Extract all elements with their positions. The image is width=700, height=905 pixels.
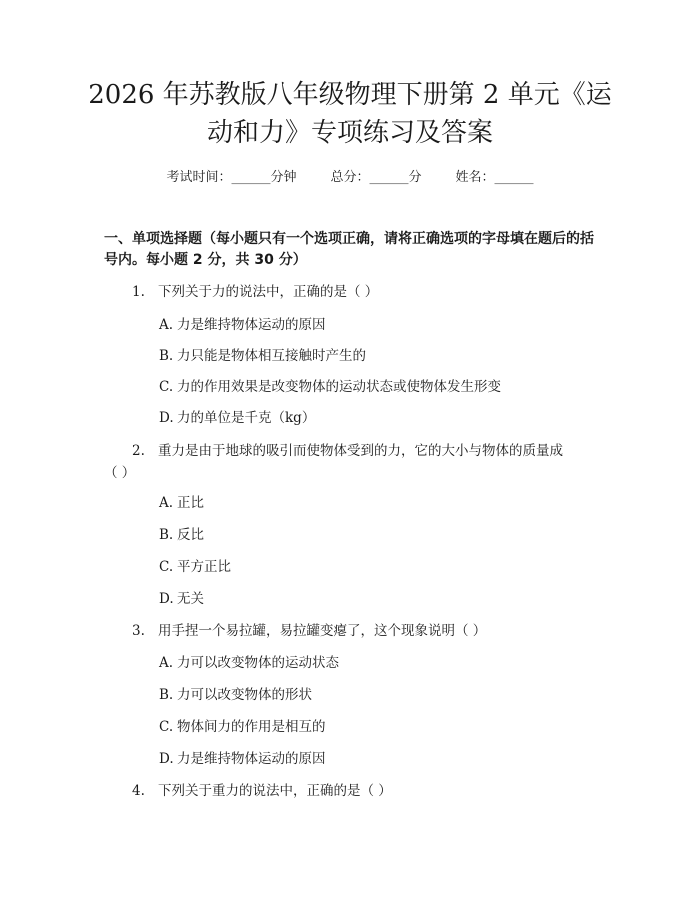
option-letter: B. — [159, 527, 174, 543]
option-letter: A. — [159, 655, 174, 671]
option-text: 力的作用效果是改变物体的运动状态或使物体发生形变 — [177, 379, 501, 395]
option-text: 正比 — [177, 495, 204, 511]
option-text: 力的单位是千克（kg） — [177, 410, 316, 426]
option-letter: D. — [159, 410, 174, 426]
name-field: 姓名：______ — [455, 170, 534, 185]
option-2d — [159, 589, 204, 609]
title-line-1: 2026 年苏教版八年级物理下册第 2 单元《运 — [88, 80, 612, 110]
option-letter: A. — [159, 317, 174, 333]
exam-meta — [0, 168, 700, 188]
option-text: 平方正比 — [177, 559, 231, 575]
option-text: 力可以改变物体的形状 — [177, 687, 312, 703]
section-heading-line-1: 一、单项选择题（每小题只有一个选项正确，请将正确选项的字母填在题后的括 — [104, 231, 594, 247]
option-letter: C. — [159, 379, 174, 395]
option-1b — [159, 346, 366, 366]
question-text: 下列关于力的说法中，正确的是（ ） — [158, 284, 379, 300]
option-letter: D. — [159, 751, 174, 767]
question-text: 重力是由于地球的吸引而使物体受到的力，它的大小与物体的质量成 — [158, 443, 563, 459]
question-number: 4. — [132, 783, 145, 799]
option-2b — [159, 525, 204, 545]
option-3b — [159, 685, 312, 705]
time-field: 考试时间：______分钟 — [166, 170, 297, 185]
option-letter: C. — [159, 719, 174, 735]
option-text: 反比 — [177, 527, 204, 543]
section-heading-line-2: 号内。每小题 2 分，共 30 分） — [104, 252, 307, 268]
document-title — [0, 76, 700, 152]
option-letter: D. — [159, 591, 174, 607]
option-text: 无关 — [177, 591, 204, 607]
section-heading — [104, 229, 604, 271]
option-3a — [159, 653, 339, 673]
option-2c — [159, 557, 231, 577]
option-letter: B. — [159, 348, 174, 364]
option-text: 力是维持物体运动的原因 — [177, 751, 326, 767]
option-letter: C. — [159, 559, 174, 575]
option-1d — [159, 408, 315, 428]
option-text: 力可以改变物体的运动状态 — [177, 655, 339, 671]
score-field: 总分：______分 — [330, 170, 422, 185]
question-number: 2. — [132, 443, 145, 459]
option-text: 力是维持物体运动的原因 — [177, 317, 326, 333]
question-text: 用手捏一个易拉罐，易拉罐变瘪了，这个现象说明（ ） — [158, 623, 487, 639]
option-letter: A. — [159, 495, 174, 511]
option-1a — [159, 315, 326, 335]
question-number: 3. — [132, 623, 145, 639]
option-3d — [159, 749, 326, 769]
question-text: 下列关于重力的说法中，正确的是（ ） — [158, 783, 392, 799]
option-1c — [159, 377, 501, 397]
option-letter: B. — [159, 687, 174, 703]
option-3c — [159, 717, 326, 737]
option-2a — [159, 493, 204, 513]
option-text: 力只能是物体相互接触时产生的 — [177, 348, 366, 364]
title-line-2: 动和力》专项练习及答案 — [206, 118, 493, 148]
question-2-continuation: （ ） — [104, 465, 136, 481]
option-text: 物体间力的作用是相互的 — [177, 719, 326, 735]
question-number: 1. — [132, 284, 145, 300]
